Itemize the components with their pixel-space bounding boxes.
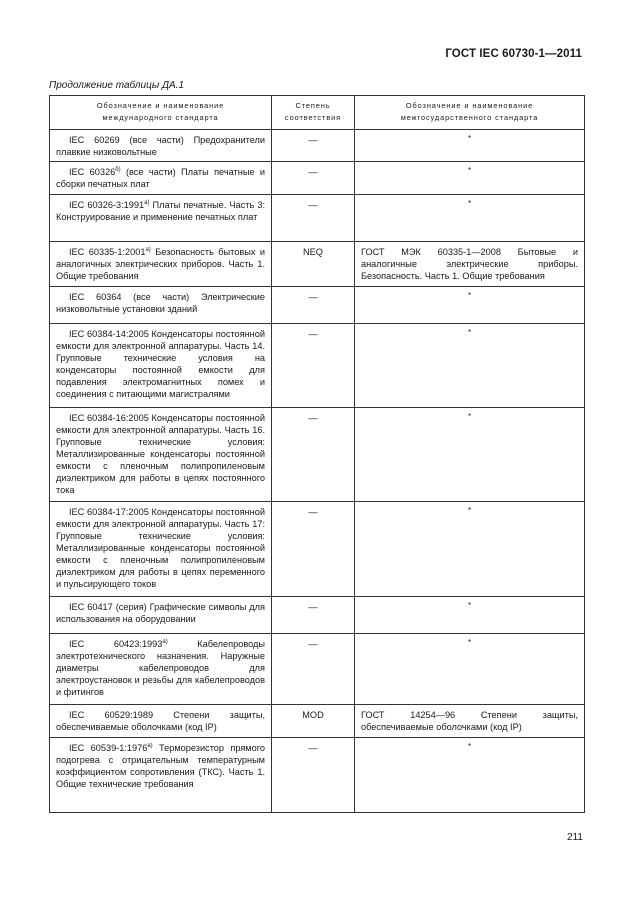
degree-cell: — <box>272 502 355 597</box>
international-standard-cell <box>50 705 272 738</box>
footnote-mark: * <box>467 328 472 337</box>
table-row <box>50 162 585 195</box>
standard-text: IEC 60335-1:2001 <box>69 247 146 257</box>
international-standard-cell <box>50 738 272 813</box>
footnote-ref: а) <box>147 743 153 749</box>
degree-cell: — <box>272 738 355 813</box>
header-line: Степень <box>295 101 331 110</box>
international-standard-cell <box>50 130 272 162</box>
footnote-ref: а) <box>144 200 150 206</box>
interstate-standard-cell <box>355 597 585 634</box>
table-header-row <box>50 96 585 130</box>
interstate-standard-cell <box>355 324 585 408</box>
standard-text: IEC 60417 (серия) Графические символы для использования на оборудовании <box>56 602 265 624</box>
interstate-standard-cell <box>355 502 585 597</box>
degree-cell: — <box>272 634 355 705</box>
international-standard-cell <box>50 324 272 408</box>
interstate-standard-cell: ГОСТ МЭК 60335-1—2008 Бытовые и аналогичные электрические приборы. Безопасность. Часть 1. Общие требования <box>355 242 585 287</box>
table-caption: Продолжение таблицы ДА.1 <box>49 80 185 91</box>
standard-title: Безопасность бытовых и аналогичных электрических приборов. Часть 1. Общие требования <box>56 247 266 281</box>
footnote-ref: а) <box>162 639 168 645</box>
standard-title: Платы печатные. Часть 3: Конструирование и применение печатных плат <box>56 200 266 222</box>
degree-cell: — <box>272 597 355 634</box>
standard-text: IEC 60384-17:2005 Конденсаторы постоянной емкости для электронной аппаратуры. Часть 17: Групповые технические условия: Металлизированные конденсаторы постоянной емкости с пленочным полипропиленовым диэлектриком для работы в цепях переменного и пульсирующего токов <box>56 507 265 589</box>
table-row <box>50 130 585 162</box>
footnote-mark: * <box>467 412 472 421</box>
header-line: соответствия <box>284 113 342 122</box>
footnote-mark: * <box>467 199 472 208</box>
degree-cell: — <box>272 195 355 242</box>
international-standard-cell <box>50 408 272 502</box>
international-standard-cell <box>50 502 272 597</box>
standard-text: IEC 60529:1989 Степени защиты, обеспечиваемые оболочками (код IP) <box>56 710 265 732</box>
footnote-mark: * <box>467 506 472 515</box>
document-standard-header: ГОСТ IEC 60730-1—2011 <box>445 48 582 60</box>
table-row <box>50 324 585 408</box>
standard-title: Кабелепроводы электротехнического назначения. Наружные диаметры кабелепроводов для электроустановок и резьбы для кабелепроводов и фитингов <box>56 639 265 697</box>
header-line: межгосударственного стандарта <box>400 113 539 122</box>
table-row <box>50 597 585 634</box>
table-row <box>50 502 585 597</box>
international-standard-cell <box>50 634 272 705</box>
international-standard-cell <box>50 287 272 324</box>
interstate-standard-cell <box>355 162 585 195</box>
degree-cell: — <box>272 287 355 324</box>
degree-cell: NEQ <box>272 242 355 287</box>
table-row <box>50 242 585 287</box>
header-line: Обозначение и наименование <box>96 101 225 110</box>
header-line: Обозначение и наименование <box>405 101 534 110</box>
footnote-mark: * <box>467 742 472 751</box>
degree-cell: — <box>272 162 355 195</box>
interstate-standard-cell <box>355 408 585 502</box>
footnote-mark: * <box>467 134 472 143</box>
footnote-mark: * <box>467 638 472 647</box>
international-standard-cell <box>50 162 272 195</box>
interstate-standard-cell <box>355 634 585 705</box>
standard-text: IEC 60269 (все части) Предохранители плавкие низковольтные <box>56 135 265 157</box>
standard-text: IEC 60364 (все части) Электрические низковольтные установки зданий <box>56 292 265 314</box>
header-line: международного стандарта <box>102 113 219 122</box>
interstate-standard-cell <box>355 287 585 324</box>
degree-cell: MOD <box>272 705 355 738</box>
interstate-standard-cell <box>355 738 585 813</box>
footnote-mark: * <box>467 166 472 175</box>
standard-text: IEC 60423:1993 <box>69 639 163 649</box>
standard-text: IEC 60384-14:2005 Конденсаторы постоянной емкости для электронной аппаратуры. Часть 14. Групповые технические условия на конденсаторы постоянной емкости для подавления электромагнитных помех и соединения с питающими магистралями <box>56 329 265 399</box>
footnote-ref: б) <box>115 167 121 173</box>
correspondence-table <box>49 95 585 813</box>
footnote-mark: * <box>467 291 472 300</box>
page-number: 211 <box>567 832 583 843</box>
footnote-mark: * <box>467 601 472 610</box>
table-row <box>50 408 585 502</box>
table-row <box>50 287 585 324</box>
footnote-ref: а) <box>145 247 151 253</box>
interstate-standard-cell <box>355 130 585 162</box>
standard-text: IEC 60384-16:2005 Конденсаторы постоянной емкости для электронной аппаратуры. Часть 16. Групповые технические условия: Металлизированные конденсаторы постоянной емкости с пленочным полипропиленовым диэлектриком для работы в цепях постоянного тока <box>56 413 265 495</box>
interstate-standard-cell <box>355 195 585 242</box>
table-row <box>50 634 585 705</box>
table-row <box>50 195 585 242</box>
interstate-standard-cell: ГОСТ 14254—96 Степени защиты, обеспечиваемые оболочками (код IP) <box>355 705 585 738</box>
header-interstate-standard <box>355 96 585 130</box>
degree-cell: — <box>272 130 355 162</box>
standard-text: IEC 60539-1:1976 <box>69 743 148 753</box>
international-standard-cell <box>50 597 272 634</box>
international-standard-cell <box>50 195 272 242</box>
header-international-standard <box>50 96 272 130</box>
international-standard-cell <box>50 242 272 287</box>
header-degree <box>272 96 355 130</box>
table-row <box>50 738 585 813</box>
degree-cell: — <box>272 324 355 408</box>
table-row <box>50 705 585 738</box>
standard-text: IEC 60326 <box>69 167 116 177</box>
degree-cell: — <box>272 408 355 502</box>
standard-title: (все части) Платы печатные и сборки печатных плат <box>56 167 265 189</box>
standard-text: IEC 60326-3:1991 <box>69 200 145 210</box>
standard-title: Терморезистор прямого подогрева с отрицательным температурным коэффициентом сопротивления (ТКС). Часть 1. Общие технические требования <box>56 743 265 789</box>
